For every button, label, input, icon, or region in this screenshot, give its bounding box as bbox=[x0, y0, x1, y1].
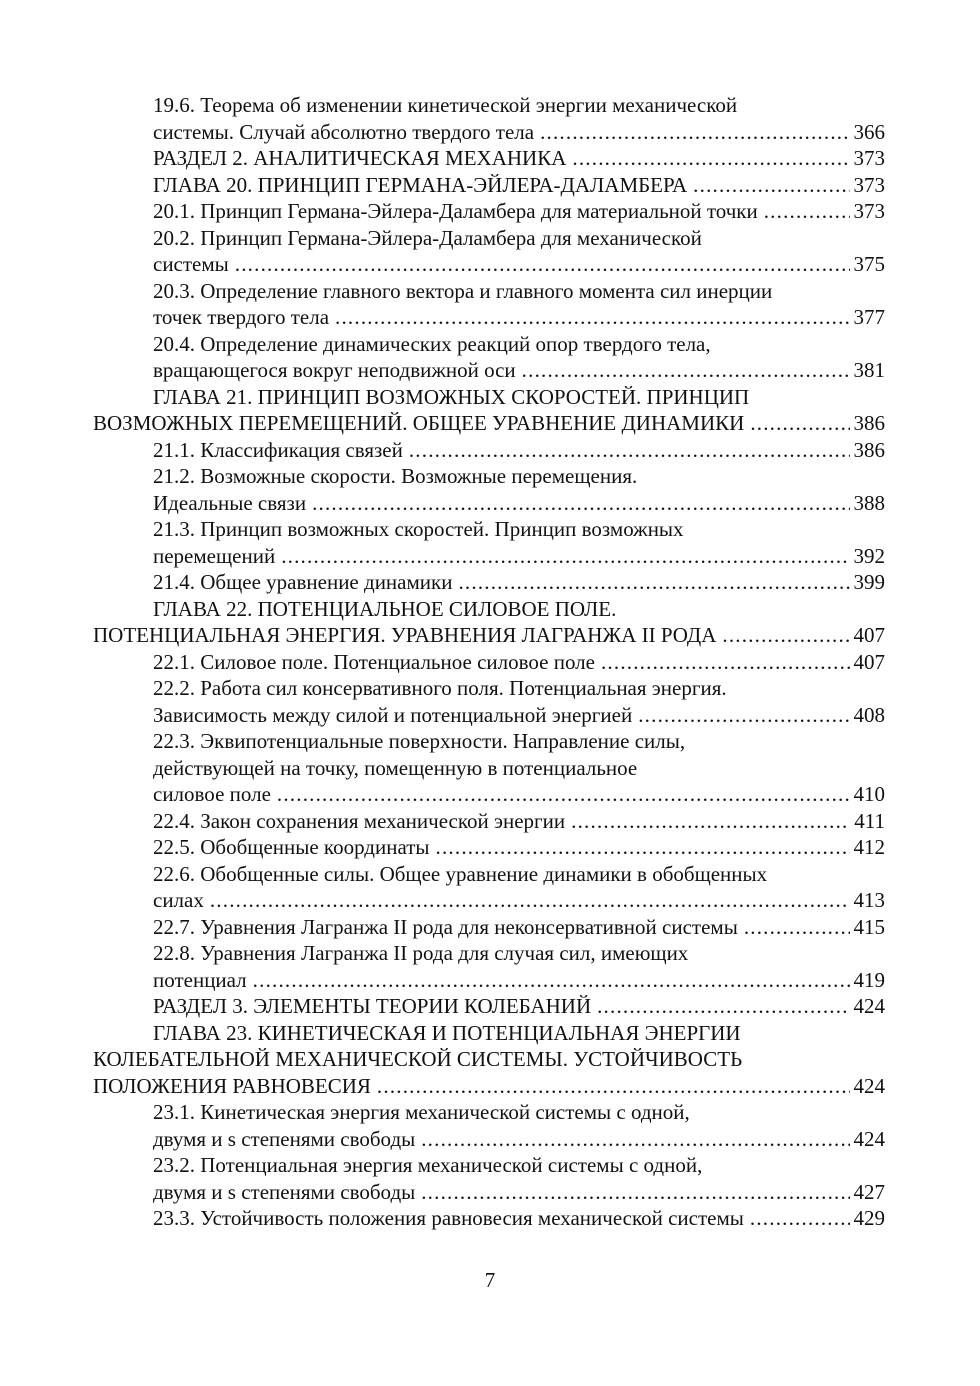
toc-entry bbox=[93, 410, 885, 437]
toc-entry-title: Зависимость между силой и потенциальной энергией bbox=[153, 702, 633, 727]
toc-entry bbox=[93, 331, 885, 358]
toc-entry-page: 386 bbox=[853, 411, 885, 435]
toc-leader-dots bbox=[572, 145, 849, 172]
toc-entry bbox=[93, 940, 885, 967]
toc-entry-title: ГЛАВА 20. ПРИНЦИП ГЕРМАНА-ЭЙЛЕРА-ДАЛАМБЕРА bbox=[153, 172, 688, 197]
toc-entry-title: системы bbox=[153, 252, 229, 276]
toc-entry-page: 411 bbox=[854, 808, 885, 833]
toc-entry-title: 20.3. Определение главного вектора и главного момента сил инерции bbox=[153, 278, 773, 303]
toc-leader-dots bbox=[571, 808, 850, 835]
toc-entry bbox=[93, 596, 885, 623]
toc-leader-dots bbox=[312, 490, 849, 517]
toc-entry-title: 19.6. Теорема об изменении кинетической энергии механической bbox=[153, 93, 738, 117]
toc-entry-page: 373 bbox=[853, 146, 885, 170]
toc-leader-dots bbox=[722, 622, 849, 649]
toc-entry-page: 373 bbox=[853, 199, 885, 223]
toc-entry-page: 410 bbox=[853, 782, 885, 806]
toc-entry-page: 429 bbox=[853, 1206, 885, 1230]
toc-entry bbox=[93, 755, 885, 782]
toc-entry-title: 21.1. Классификация связей bbox=[153, 437, 403, 462]
table-of-contents bbox=[93, 92, 885, 1232]
toc-leader-dots bbox=[335, 304, 849, 331]
toc-entry-title: 22.8. Уравнения Лагранжа II рода для случая сил, имеющих bbox=[153, 941, 689, 965]
toc-entry-title: 23.2. Потенциальная энергия механической системы с одной, bbox=[153, 1153, 703, 1177]
toc-entry bbox=[93, 251, 885, 278]
toc-entry-title: потенциал bbox=[153, 967, 247, 992]
toc-entry-title: двумя и s степенями свободы bbox=[153, 1179, 416, 1204]
toc-leader-dots bbox=[522, 357, 850, 384]
toc-entry-title: ГЛАВА 23. КИНЕТИЧЕСКАЯ И ПОТЕНЦИАЛЬНАЯ ЭНЕРГИИ bbox=[153, 1020, 741, 1045]
toc-leader-dots bbox=[638, 702, 849, 729]
toc-entry bbox=[93, 967, 885, 994]
toc-entry bbox=[93, 1020, 885, 1047]
toc-entry bbox=[93, 702, 885, 729]
toc-entry-title: вращающегося вокруг неподвижной оси bbox=[153, 358, 516, 382]
toc-leader-dots bbox=[409, 437, 850, 464]
toc-leader-dots bbox=[458, 569, 849, 596]
toc-entry-title: 23.3. Устойчивость положения равновесия механической системы bbox=[153, 1206, 744, 1230]
toc-leader-dots bbox=[750, 1205, 850, 1232]
toc-entry bbox=[93, 172, 885, 199]
toc-entry-title: ГЛАВА 21. ПРИНЦИП ВОЗМОЖНЫХ СКОРОСТЕЙ. ПРИНЦИП bbox=[153, 384, 750, 409]
toc-entry bbox=[93, 92, 885, 119]
toc-entry-page: 386 bbox=[853, 437, 885, 462]
toc-leader-dots bbox=[744, 914, 850, 941]
toc-entry-title: системы. Случай абсолютно твердого тела bbox=[153, 119, 535, 144]
toc-entry-title: точек твердого тела bbox=[153, 305, 330, 329]
toc-entry bbox=[93, 914, 885, 941]
toc-entry bbox=[93, 569, 885, 596]
toc-entry-title: 22.2. Работа сил консервативного поля. Потенциальная энергия. bbox=[153, 676, 727, 700]
toc-entry-page: 407 bbox=[853, 649, 885, 674]
toc-entry-page: 366 bbox=[853, 119, 885, 144]
toc-entry bbox=[93, 304, 885, 331]
toc-leader-dots bbox=[597, 993, 849, 1020]
toc-entry-title: РАЗДЕЛ 3. ЭЛЕМЕНТЫ ТЕОРИИ КОЛЕБАНИЙ bbox=[153, 994, 592, 1018]
toc-entry-page: 392 bbox=[853, 543, 885, 568]
toc-entry-page: 408 bbox=[853, 702, 885, 727]
toc-entry bbox=[93, 1126, 885, 1153]
toc-entry-title: действующей на точку, помещенную в потенциальное bbox=[153, 755, 638, 780]
toc-entry-page: 399 bbox=[853, 570, 885, 594]
toc-entry bbox=[93, 357, 885, 384]
toc-entry-title: ПОЛОЖЕНИЯ РАВНОВЕСИЯ bbox=[93, 1073, 371, 1098]
toc-leader-dots bbox=[764, 198, 850, 225]
toc-leader-dots bbox=[421, 1126, 849, 1153]
toc-entry bbox=[93, 887, 885, 914]
toc-entry bbox=[93, 993, 885, 1020]
toc-leader-dots bbox=[601, 649, 850, 676]
toc-entry-title: 22.3. Эквипотенциальные поверхности. Направление силы, bbox=[153, 729, 686, 753]
toc-entry-page: 381 bbox=[853, 358, 885, 382]
toc-entry bbox=[93, 463, 885, 490]
toc-entry-title: ГЛАВА 22. ПОТЕНЦИАЛЬНОЕ СИЛОВОЕ ПОЛЕ. bbox=[153, 596, 617, 621]
toc-entry bbox=[93, 808, 885, 835]
toc-leader-dots bbox=[436, 834, 850, 861]
toc-entry bbox=[93, 861, 885, 888]
toc-entry bbox=[93, 728, 885, 755]
toc-entry-title: 21.4. Общее уравнение динамики bbox=[153, 570, 453, 594]
toc-entry bbox=[93, 516, 885, 543]
toc-leader-dots bbox=[235, 251, 850, 278]
toc-entry bbox=[93, 198, 885, 225]
toc-entry bbox=[93, 278, 885, 305]
toc-entry-page: 419 bbox=[853, 967, 885, 992]
toc-entry-title: двумя и s степенями свободы bbox=[153, 1126, 416, 1151]
toc-entry bbox=[93, 622, 885, 649]
toc-entry-page: 412 bbox=[853, 835, 885, 859]
toc-leader-dots bbox=[253, 967, 850, 994]
toc-entry-title: ВОЗМОЖНЫХ ПЕРЕМЕЩЕНИЙ. ОБЩЕЕ УРАВНЕНИЕ ДИНАМИКИ bbox=[93, 411, 745, 435]
toc-entry-page: 373 bbox=[853, 172, 885, 197]
toc-entry bbox=[93, 1046, 885, 1073]
toc-entry bbox=[93, 675, 885, 702]
toc-entry bbox=[93, 781, 885, 808]
toc-leader-dots bbox=[421, 1179, 849, 1206]
toc-entry-title: РАЗДЕЛ 2. АНАЛИТИЧЕСКАЯ МЕХАНИКА bbox=[153, 146, 567, 170]
toc-entry-title: 22.6. Обобщенные силы. Общее уравнение динамики в обобщенных bbox=[153, 861, 768, 886]
toc-entry-page: 388 bbox=[853, 490, 885, 515]
toc-entry bbox=[93, 1099, 885, 1126]
toc-entry bbox=[93, 1179, 885, 1206]
toc-entry bbox=[93, 490, 885, 517]
toc-leader-dots bbox=[281, 543, 849, 570]
toc-leader-dots bbox=[277, 781, 850, 808]
toc-leader-dots bbox=[693, 172, 849, 199]
toc-entry bbox=[93, 1073, 885, 1100]
toc-entry bbox=[93, 225, 885, 252]
toc-entry-page: 377 bbox=[853, 305, 885, 329]
toc-entry bbox=[93, 1205, 885, 1232]
toc-entry-page: 415 bbox=[853, 914, 885, 939]
toc-entry bbox=[93, 543, 885, 570]
toc-entry-title: Идеальные связи bbox=[153, 490, 307, 515]
toc-entry bbox=[93, 649, 885, 676]
toc-entry-title: 21.3. Принцип возможных скоростей. Принцип возможных bbox=[153, 517, 684, 541]
toc-entry bbox=[93, 145, 885, 172]
toc-entry-page: 427 bbox=[853, 1179, 885, 1204]
toc-entry-title: 22.5. Обобщенные координаты bbox=[153, 835, 430, 859]
toc-entry bbox=[93, 384, 885, 411]
toc-entry-page: 407 bbox=[853, 623, 885, 647]
toc-entry bbox=[93, 1152, 885, 1179]
toc-entry-title: 20.2. Принцип Германа-Эйлера-Даламбера для механической bbox=[153, 225, 702, 250]
toc-entry-title: силовое поле bbox=[153, 782, 271, 806]
toc-leader-dots bbox=[750, 410, 849, 437]
toc-entry-page: 424 bbox=[853, 994, 885, 1018]
toc-entry-title: КОЛЕБАТЕЛЬНОЙ МЕХАНИЧЕСКОЙ СИСТЕМЫ. УСТОЙЧИВОСТЬ bbox=[93, 1047, 743, 1071]
toc-entry bbox=[93, 437, 885, 464]
page-number: 7 bbox=[484, 1268, 496, 1292]
toc-entry-title: 20.4. Определение динамических реакций опор твердого тела, bbox=[153, 331, 711, 356]
toc-entry-title: ПОТЕНЦИАЛЬНАЯ ЭНЕРГИЯ. УРАВНЕНИЯ ЛАГРАНЖА II РОДА bbox=[93, 623, 717, 647]
toc-entry-page: 375 bbox=[853, 252, 885, 276]
toc-entry-title: 20.1. Принцип Германа-Эйлера-Даламбера для материальной точки bbox=[153, 199, 758, 223]
toc-entry bbox=[93, 834, 885, 861]
toc-entry-title: перемещений bbox=[153, 543, 276, 568]
toc-entry-page: 424 bbox=[853, 1126, 885, 1151]
toc-entry-title: 22.1. Силовое поле. Потенциальное силовое поле bbox=[153, 649, 595, 674]
toc-entry-title: 22.7. Уравнения Лагранжа II рода для неконсервативной системы bbox=[153, 914, 738, 939]
toc-leader-dots bbox=[210, 887, 850, 914]
toc-entry-title: 22.4. Закон сохранения механической энергии bbox=[153, 808, 566, 833]
toc-entry-title: силах bbox=[153, 888, 204, 912]
toc-entry-page: 413 bbox=[853, 888, 885, 912]
toc-entry-title: 23.1. Кинетическая энергия механической системы с одной, bbox=[153, 1100, 690, 1124]
toc-leader-dots bbox=[377, 1073, 850, 1100]
toc-entry-page: 424 bbox=[853, 1073, 885, 1098]
toc-leader-dots bbox=[540, 119, 849, 146]
toc-entry bbox=[93, 119, 885, 146]
toc-entry-title: 21.2. Возможные скорости. Возможные перемещения. bbox=[153, 464, 638, 488]
